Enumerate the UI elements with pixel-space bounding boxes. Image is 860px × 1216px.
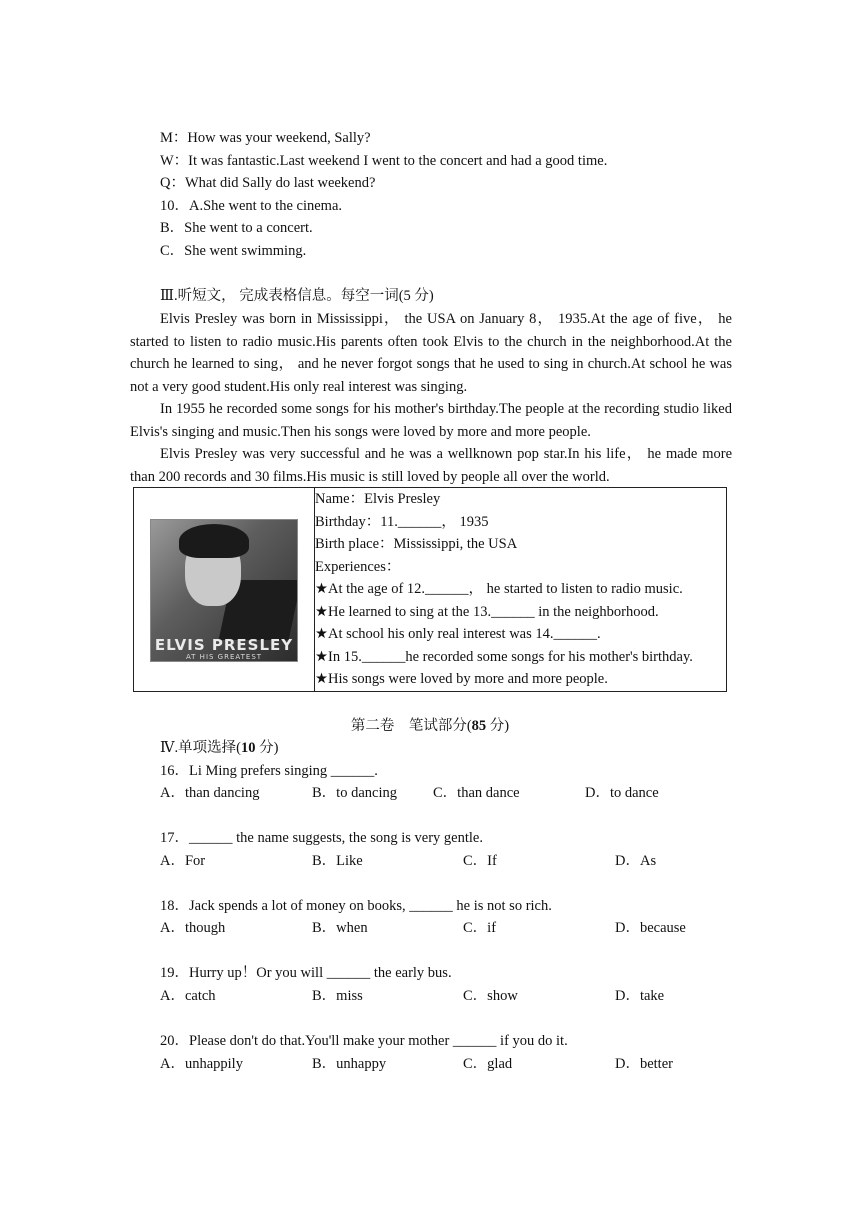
part2-title-score: 85 [471, 718, 487, 734]
option-d: D．take [615, 988, 665, 1004]
question-stem: 19．Hurry up！Or you will ______ the early bus. [160, 965, 452, 981]
option-d: D．to dance [585, 785, 659, 801]
question-stem: 18．Jack spends a lot of money on books, ______ he is not so rich. [160, 898, 552, 914]
option-c: C．show [463, 988, 518, 1004]
question-stem: 16．Li Ming prefers singing ______. [160, 763, 378, 779]
info-experience-1: ★At the age of 12.______， he started to listen to radio music. [315, 581, 683, 597]
option-c: C．If [463, 853, 497, 869]
section4-heading [160, 738, 278, 758]
para3-text: Elvis Presley was very successful and he was a wellknown pop star.In his life， he made more than 200 records and 30 films.His music is still loved by people all over the world. [130, 446, 732, 485]
para1-text: Elvis Presley was born in Mississippi， the USA on January 8， 1935.At the age of five， he started to listen to radio music.His parents often took Elvis to the church in the neighborhood.At the church he learned to sing， and he never forgot songs that he used to sing in church.At school he was not a very good student.His only real interest was singing. [130, 311, 732, 395]
section3-paragraph-1 [130, 308, 732, 398]
dialog-m-line: M：How was your weekend, Sally? [160, 130, 371, 146]
q10-option-a: 10．A.She went to the cinema. [160, 198, 343, 214]
part2-title [0, 716, 860, 736]
photo-brand-sub: AT HIS GREATEST [185, 653, 263, 661]
option-b: B．unhappy [312, 1056, 387, 1072]
info-experience-5: ★His songs were loved by more and more people. [315, 671, 608, 687]
option-c: C．if [463, 920, 497, 936]
option-a: A．For [160, 853, 206, 869]
photo-cell [134, 488, 315, 692]
question-stem: 20．Please don't do that.You'll make your mother ______ if you do it. [160, 1033, 568, 1049]
option-c: C．glad [463, 1056, 513, 1072]
option-a: A．unhappily [160, 1056, 243, 1072]
section3-paragraph-3 [130, 443, 732, 488]
q10-option-c: C．She went swimming. [160, 243, 307, 259]
option-b: B．when [312, 920, 368, 936]
dialog-question: Q：What did Sally do last weekend? [160, 175, 376, 191]
option-b: B．miss [312, 988, 363, 1004]
info-experience-4: ★In 15.______he recorded some songs for his mother's birthday. [315, 648, 693, 665]
part2-title-pre: 第二卷 笔试部分( [350, 718, 472, 734]
dialog-w-line: W：It was fantastic.Last weekend I went to the concert and had a good time. [160, 153, 608, 169]
para2-text: In 1955 he recorded some songs for his mother's birthday.The people at the recording studio liked Elvis's singing and music.Then his songs were loved by more and more people. [130, 401, 732, 440]
section4-heading-score: 10 [240, 740, 256, 756]
option-d: D．because [615, 920, 686, 936]
option-a: A．than dancing [160, 785, 260, 801]
option-d: D．better [615, 1056, 673, 1072]
part2-title-post: 分) [486, 718, 510, 734]
info-experiences-label: Experiences： [315, 558, 401, 575]
option-d: D．As [615, 853, 657, 869]
section4-heading-post: 分) [255, 740, 279, 756]
option-a: A．though [160, 920, 226, 936]
info-name: Name：Elvis Presley [315, 491, 441, 507]
elvis-photo [150, 519, 298, 662]
option-b: B．Like [312, 853, 363, 869]
option-b: B．to dancing [312, 785, 397, 801]
section3-paragraph-2 [130, 398, 732, 443]
info-experience-3: ★At school his only real interest was 14.______. [315, 626, 601, 642]
q10-option-b: B．She went to a concert. [160, 220, 313, 236]
section3-heading: Ⅲ.听短文， 完成表格信息。每空一词(5 分) [160, 288, 434, 304]
info-experience-2: ★He learned to sing at the 13.______ in the neighborhood. [315, 603, 659, 620]
info-birthday: Birthday：11.______， 1935 [315, 513, 489, 530]
info-birth-place: Birth place：Mississippi, the USA [315, 536, 518, 552]
section4-heading-pre: Ⅳ.单项选择( [160, 740, 241, 756]
option-a: A．catch [160, 988, 216, 1004]
info-text-cell [315, 488, 727, 692]
photo-brand: ELVIS PRESLEY [154, 636, 294, 654]
info-table [133, 487, 727, 692]
option-c: C．than dance [433, 785, 520, 801]
question-stem: 17．______ the name suggests, the song is very gentle. [160, 830, 483, 846]
